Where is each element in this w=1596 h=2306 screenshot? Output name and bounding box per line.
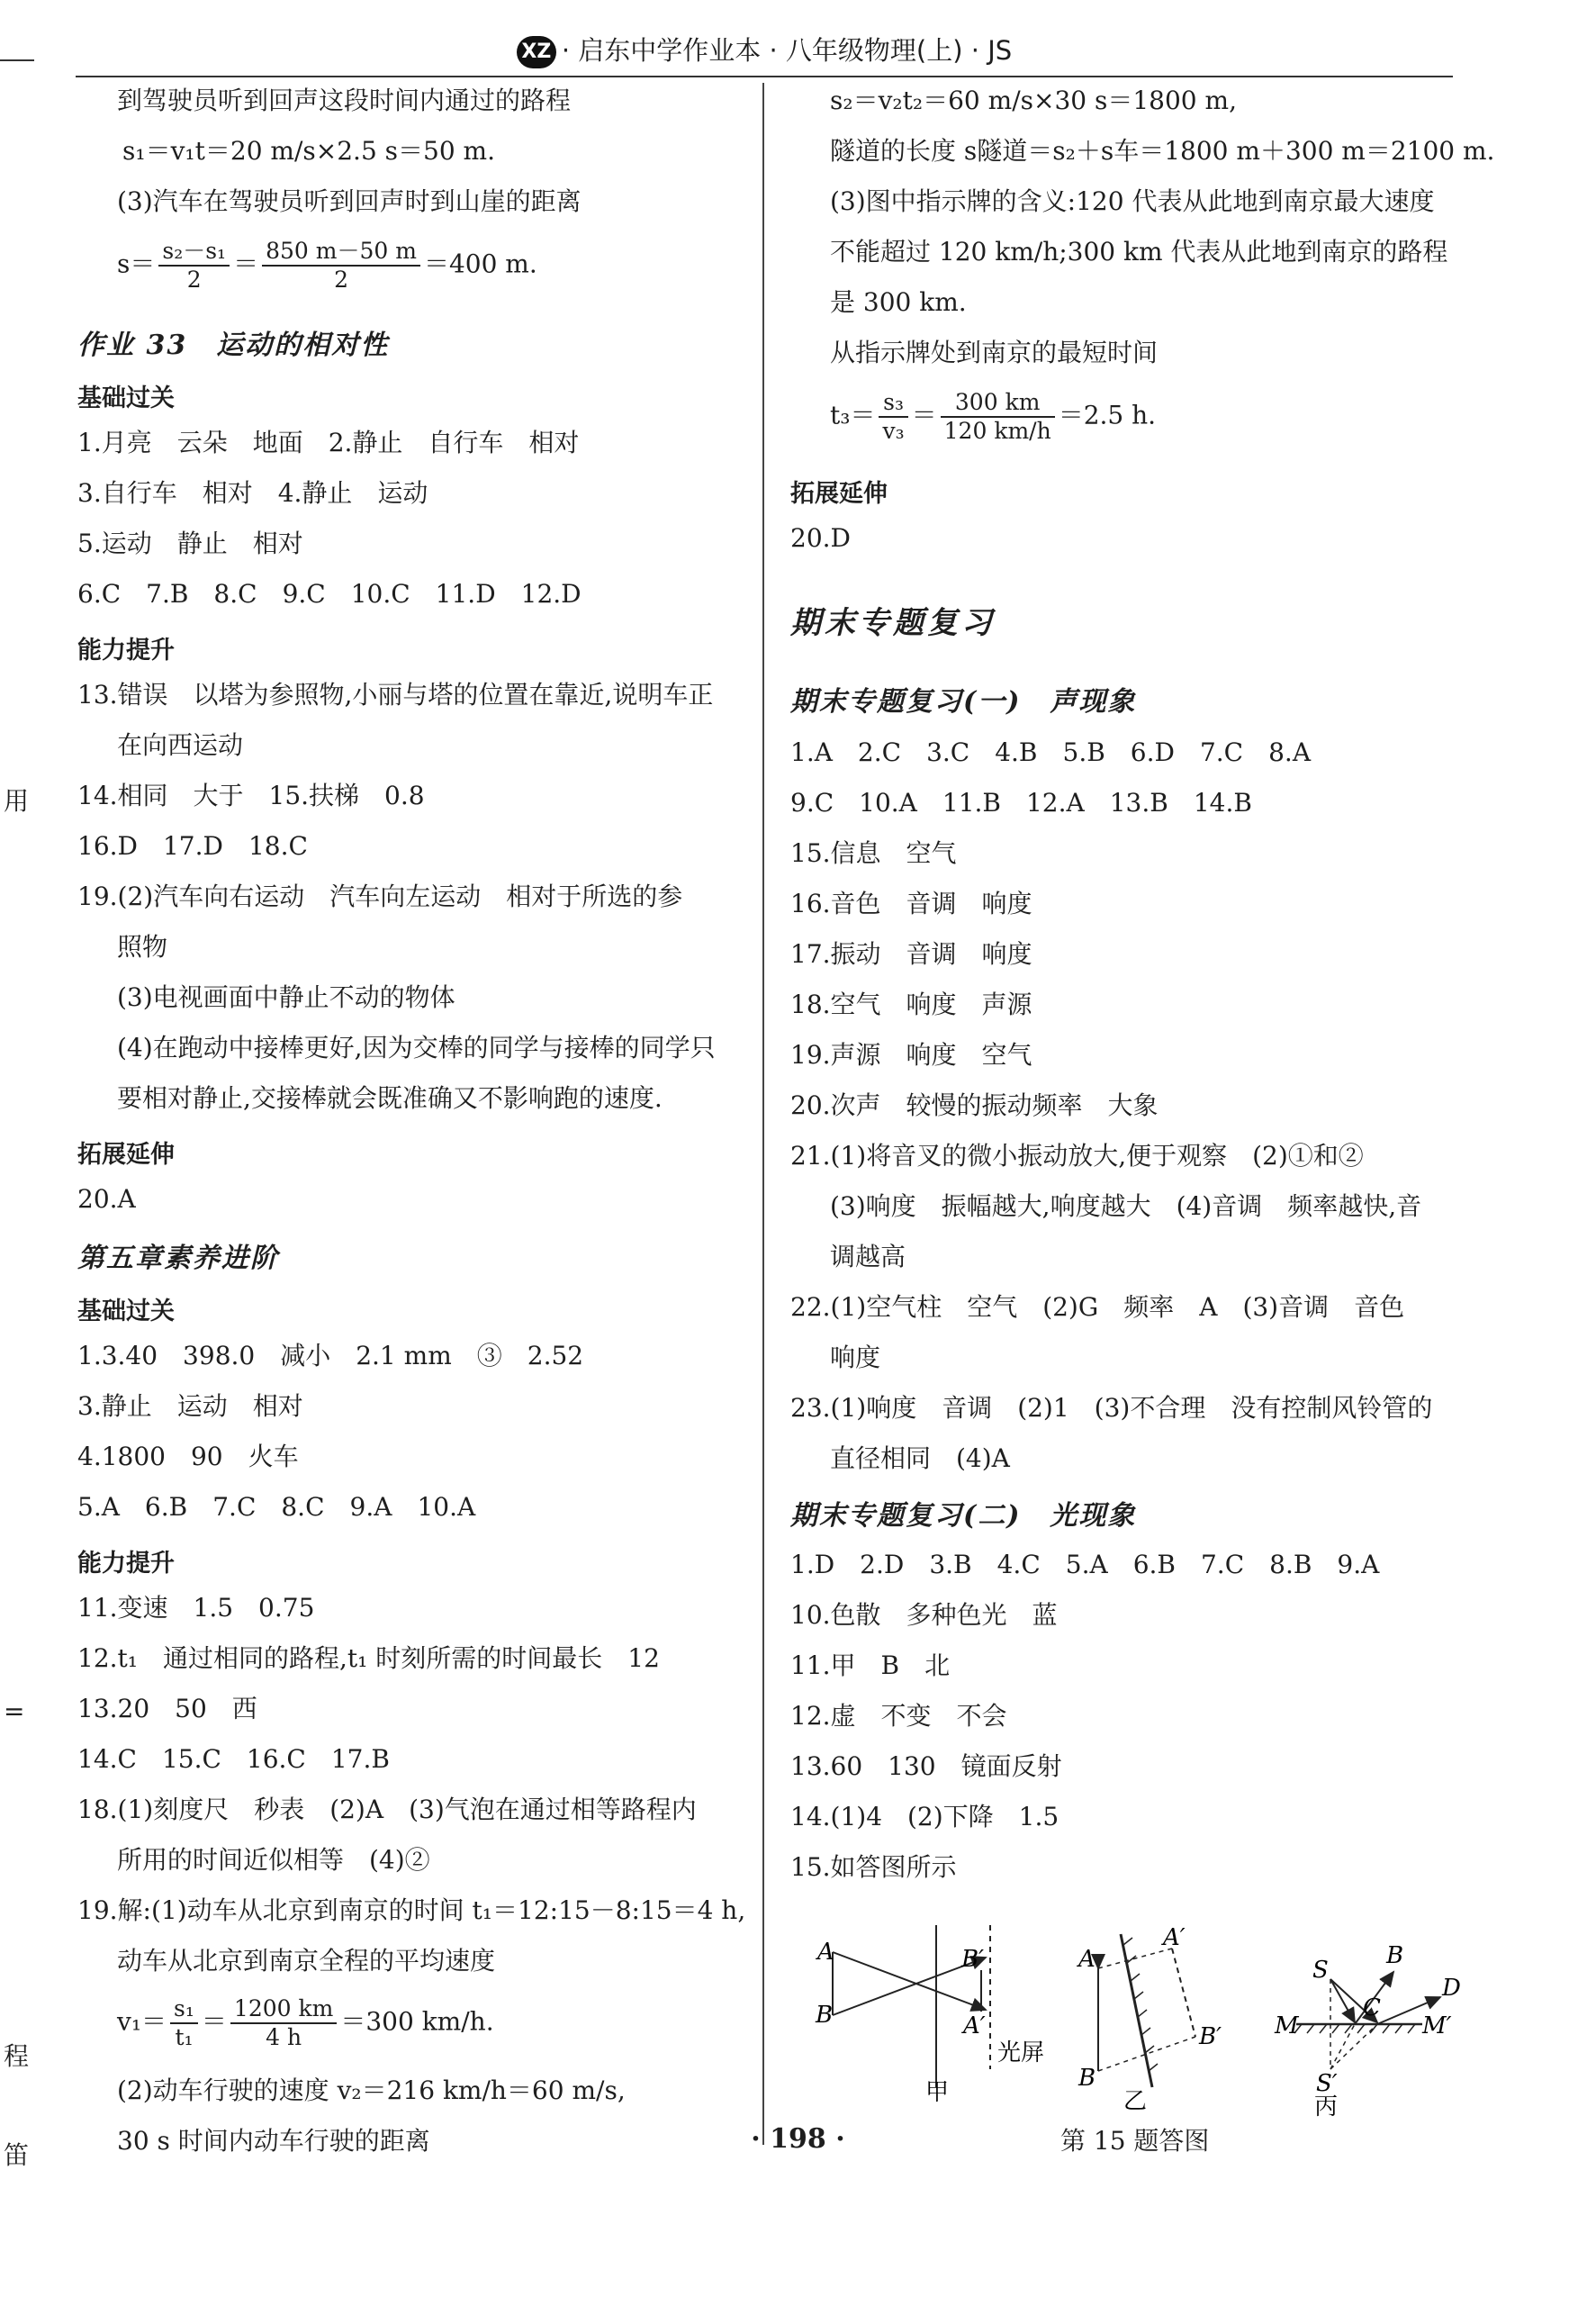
answer-line: 20.D xyxy=(790,523,851,553)
label-B: B xyxy=(1386,1942,1404,1969)
answer-line: 12.虚 不变 不会 xyxy=(790,1701,1007,1731)
answer-line: 5.A 6.B 7.C 8.C 9.A 10.A xyxy=(77,1492,476,1522)
answer-line: 11.变速 1.5 0.75 xyxy=(77,1593,315,1623)
denominator: v₃ xyxy=(882,418,905,444)
answer-line: 9.C 10.A 11.B 12.A 13.B 14.B xyxy=(790,788,1252,818)
answer-line: 4.1800 90 火车 xyxy=(77,1442,299,1471)
label-B-prime: B′ xyxy=(1199,2023,1222,2050)
answer-line: 1.A 2.C 3.C 4.B 5.B 6.D 7.C 8.A xyxy=(790,737,1312,767)
answer-line: 21.(1)将音叉的微小振动放大,便于观察 (2)①和② xyxy=(790,1141,1364,1171)
formula-speed xyxy=(117,1995,494,2051)
answer-line: 照物 xyxy=(117,932,168,962)
subheading: 能力提升 xyxy=(77,637,175,665)
answer-line: (3)图中指示牌的含义:120 代表从此地到南京最大速度 xyxy=(830,186,1435,216)
formula-part: ＝ xyxy=(201,2006,227,2037)
answer-line: (4)在跑动中接棒更好,因为交棒的同学与接棒的同学只 xyxy=(117,1033,716,1063)
label-A: A xyxy=(1078,1946,1096,1973)
label-C: C xyxy=(1363,1994,1381,2021)
formula-part: ＝ xyxy=(911,400,937,430)
answer-line: 要相对静止,交接棒就会既准确又不影响跑的速度. xyxy=(117,1083,663,1113)
column-divider xyxy=(762,83,764,2145)
answer-line: 隧道的长度 s隧道＝s₂＋s车＝1800 m＋300 m＝2100 m. xyxy=(830,136,1495,166)
diagram-jia xyxy=(815,1925,1044,2106)
subheading: 能力提升 xyxy=(77,1550,175,1578)
answer-line: 动车从北京到南京全程的平均速度 xyxy=(117,1946,496,1976)
answer-line: 14.相同 大于 15.扶梯 0.8 xyxy=(77,781,425,810)
publisher-logo: XZ xyxy=(517,36,556,68)
answer-line: 从指示牌处到南京的最短时间 xyxy=(830,338,1159,367)
left-edge-rule xyxy=(0,59,34,61)
section-heading: 作业 33 运动的相对性 xyxy=(77,330,390,361)
answer-line: 12.t₁ 通过相同的路程,t₁ 时刻所需的时间最长 12 xyxy=(77,1643,660,1673)
answer-line: 1.3.40 398.0 减小 2.1 mm ③ 2.52 xyxy=(77,1341,584,1370)
fraction xyxy=(158,238,230,294)
formula-time xyxy=(830,389,1156,445)
label-M-prime: M′ xyxy=(1422,2012,1452,2039)
answer-line: 3.自行车 相对 4.静止 运动 xyxy=(77,478,428,508)
label-D: D xyxy=(1442,1975,1461,2002)
answer-line: 是 300 km. xyxy=(830,287,967,317)
header-title: · 启东中学作业本 · 八年级物理(上) · JS xyxy=(561,35,1013,66)
margin-char: = xyxy=(4,1696,25,1726)
numerator: s₁ xyxy=(170,1995,198,2024)
figure-caption: 第 15 题答图 xyxy=(1060,2126,1210,2156)
answer-line: 6.C 7.B 8.C 9.C 10.C 11.D 12.D xyxy=(77,579,582,609)
margin-char: 笛 xyxy=(4,2140,30,2170)
answer-line: 20.次声 较慢的振动频率 大象 xyxy=(790,1090,1159,1120)
margin-char: 程 xyxy=(4,2041,30,2071)
answer-line: 10.色散 多种色光 蓝 xyxy=(790,1600,1058,1630)
text-line: s₁＝v₁t＝20 m/s×2.5 s＝50 m. xyxy=(122,136,496,166)
answer-line: 15.如答图所示 xyxy=(790,1852,957,1882)
answer-line: 直径相同 (4)A xyxy=(830,1443,1010,1473)
answer-line: 16.D 17.D 18.C xyxy=(77,831,308,861)
answer-line: 19.解:(1)动车从北京到南京的时间 t₁＝12:15－8:15＝4 h, xyxy=(77,1895,746,1925)
margin-char: 用 xyxy=(4,786,30,816)
section-heading: 期末专题复习(一) 声现象 xyxy=(790,686,1137,718)
label-A: A xyxy=(817,1939,834,1966)
optics-answer-figure xyxy=(792,1907,1476,2123)
answer-line: (3)电视画面中静止不动的物体 xyxy=(117,982,455,1012)
answer-line: 13.60 130 镜面反射 xyxy=(790,1751,1062,1781)
formula-part: ＝400 m. xyxy=(423,249,537,279)
answer-line: 22.(1)空气柱 空气 (2)G 频率 A (3)音调 音色 xyxy=(790,1292,1405,1322)
answer-line: 18.(1)刻度尺 秒表 (2)A (3)气泡在通过相等路程内 xyxy=(77,1795,697,1824)
answer-line: 在向西运动 xyxy=(117,730,244,760)
answer-line: s₂＝v₂t₂＝60 m/s×30 s＝1800 m, xyxy=(830,86,1237,115)
answer-line: 11.甲 B 北 xyxy=(790,1650,951,1680)
label-A-prime: A′ xyxy=(963,2012,986,2039)
subheading: 拓展延伸 xyxy=(77,1141,175,1169)
numerator: 300 km xyxy=(941,389,1055,418)
denominator: 2 xyxy=(186,267,202,293)
answer-line: 13.错误 以塔为参照物,小丽与塔的位置在靠近,说明车正 xyxy=(77,680,714,710)
label-A-prime: A′ xyxy=(1163,1924,1186,1951)
answer-line: (2)动车行驶的速度 v₂＝216 km/h＝60 m/s, xyxy=(117,2075,626,2105)
denominator: 120 km/h xyxy=(943,418,1051,444)
fraction xyxy=(262,238,420,294)
label-B: B xyxy=(1078,2065,1096,2092)
label-B-prime: B′ xyxy=(961,1946,985,1973)
chapter-heading: 期末专题复习 xyxy=(790,605,996,641)
fraction xyxy=(941,389,1055,445)
label-B: B xyxy=(816,2002,834,2029)
answer-line: 1.D 2.D 3.B 4.C 5.A 6.B 7.C 8.B 9.A xyxy=(790,1550,1380,1579)
answer-line: (3)响度 振幅越大,响度越大 (4)音调 频率越快,音 xyxy=(830,1191,1422,1221)
answer-line: 19.(2)汽车向右运动 汽车向左运动 相对于所选的参 xyxy=(77,882,683,911)
label-M: M xyxy=(1275,2012,1299,2039)
page-number: · 198 · xyxy=(751,2123,845,2155)
answer-line: 5.运动 静止 相对 xyxy=(77,529,303,558)
running-header xyxy=(76,22,1453,77)
answer-line: 响度 xyxy=(830,1343,881,1372)
numerator: s₃ xyxy=(879,389,907,418)
answer-line: 30 s 时间内动车行驶的距离 xyxy=(117,2126,430,2156)
diagram-bing xyxy=(1274,1942,1461,2121)
answer-line: 不能超过 120 km/h;300 km 代表从此地到南京的路程 xyxy=(830,237,1448,267)
answer-line: 14.(1)4 (2)下降 1.5 xyxy=(790,1802,1059,1831)
formula-part: ＝ xyxy=(233,249,259,279)
numerator: 850 m－50 m xyxy=(262,238,420,267)
label-S: S xyxy=(1312,1957,1329,1984)
fraction xyxy=(170,1995,198,2051)
label-bing: 丙 xyxy=(1314,2093,1339,2121)
formula-part: ＝2.5 h. xyxy=(1058,400,1157,430)
header-title-line xyxy=(76,31,1453,68)
answer-line: 14.C 15.C 16.C 17.B xyxy=(77,1744,390,1774)
answer-line: 调越高 xyxy=(830,1242,906,1271)
answer-line: 13.20 50 西 xyxy=(77,1694,257,1723)
text-line: (3)汽车在驾驶员听到回声时到山崖的距离 xyxy=(117,186,582,216)
answer-line: 所用的时间近似相等 (4)② xyxy=(117,1845,430,1875)
fraction xyxy=(230,1995,337,2051)
text-line: 到驾驶员听到回声这段时间内通过的路程 xyxy=(117,86,572,115)
numerator: 1200 km xyxy=(230,1995,337,2024)
formula-distance xyxy=(117,238,537,294)
formula-part: s＝ xyxy=(117,249,156,279)
answer-line: 23.(1)响度 音调 (2)1 (3)不合理 没有控制风铃管的 xyxy=(790,1393,1433,1423)
denominator: 4 h xyxy=(266,2024,302,2050)
subheading: 基础过关 xyxy=(77,1298,175,1325)
answer-line: 18.空气 响度 声源 xyxy=(790,990,1032,1019)
answer-line: 20.A xyxy=(77,1184,136,1214)
formula-part: ＝300 km/h. xyxy=(340,2006,494,2037)
section-heading: 期末专题复习(二) 光现象 xyxy=(790,1500,1137,1532)
answer-line: 19.声源 响度 空气 xyxy=(790,1040,1032,1070)
diagram-yi xyxy=(1077,1924,1222,2115)
formula-part: v₁＝ xyxy=(117,2006,167,2037)
answer-line: 3.静止 运动 相对 xyxy=(77,1391,303,1421)
formula-part: t₃＝ xyxy=(830,400,876,430)
label-yi: 乙 xyxy=(1123,2088,1148,2115)
denominator: t₁ xyxy=(175,2024,194,2050)
answer-line: 15.信息 空气 xyxy=(790,838,957,868)
section-heading: 第五章素养进阶 xyxy=(77,1243,279,1274)
numerator: s₂－s₁ xyxy=(158,238,230,267)
answer-line: 16.音色 音调 响度 xyxy=(790,889,1032,918)
answer-line: 17.振动 音调 响度 xyxy=(790,939,1032,969)
fraction xyxy=(879,389,907,445)
label-S-prime: S′ xyxy=(1316,2070,1338,2097)
subheading: 基础过关 xyxy=(77,384,175,412)
answer-line: 1.月亮 云朵 地面 2.静止 自行车 相对 xyxy=(77,428,580,457)
denominator: 2 xyxy=(334,267,348,293)
label-screen: 光屏 xyxy=(997,2039,1045,2066)
label-jia: 甲 xyxy=(925,2079,950,2106)
subheading: 拓展延伸 xyxy=(790,480,888,508)
